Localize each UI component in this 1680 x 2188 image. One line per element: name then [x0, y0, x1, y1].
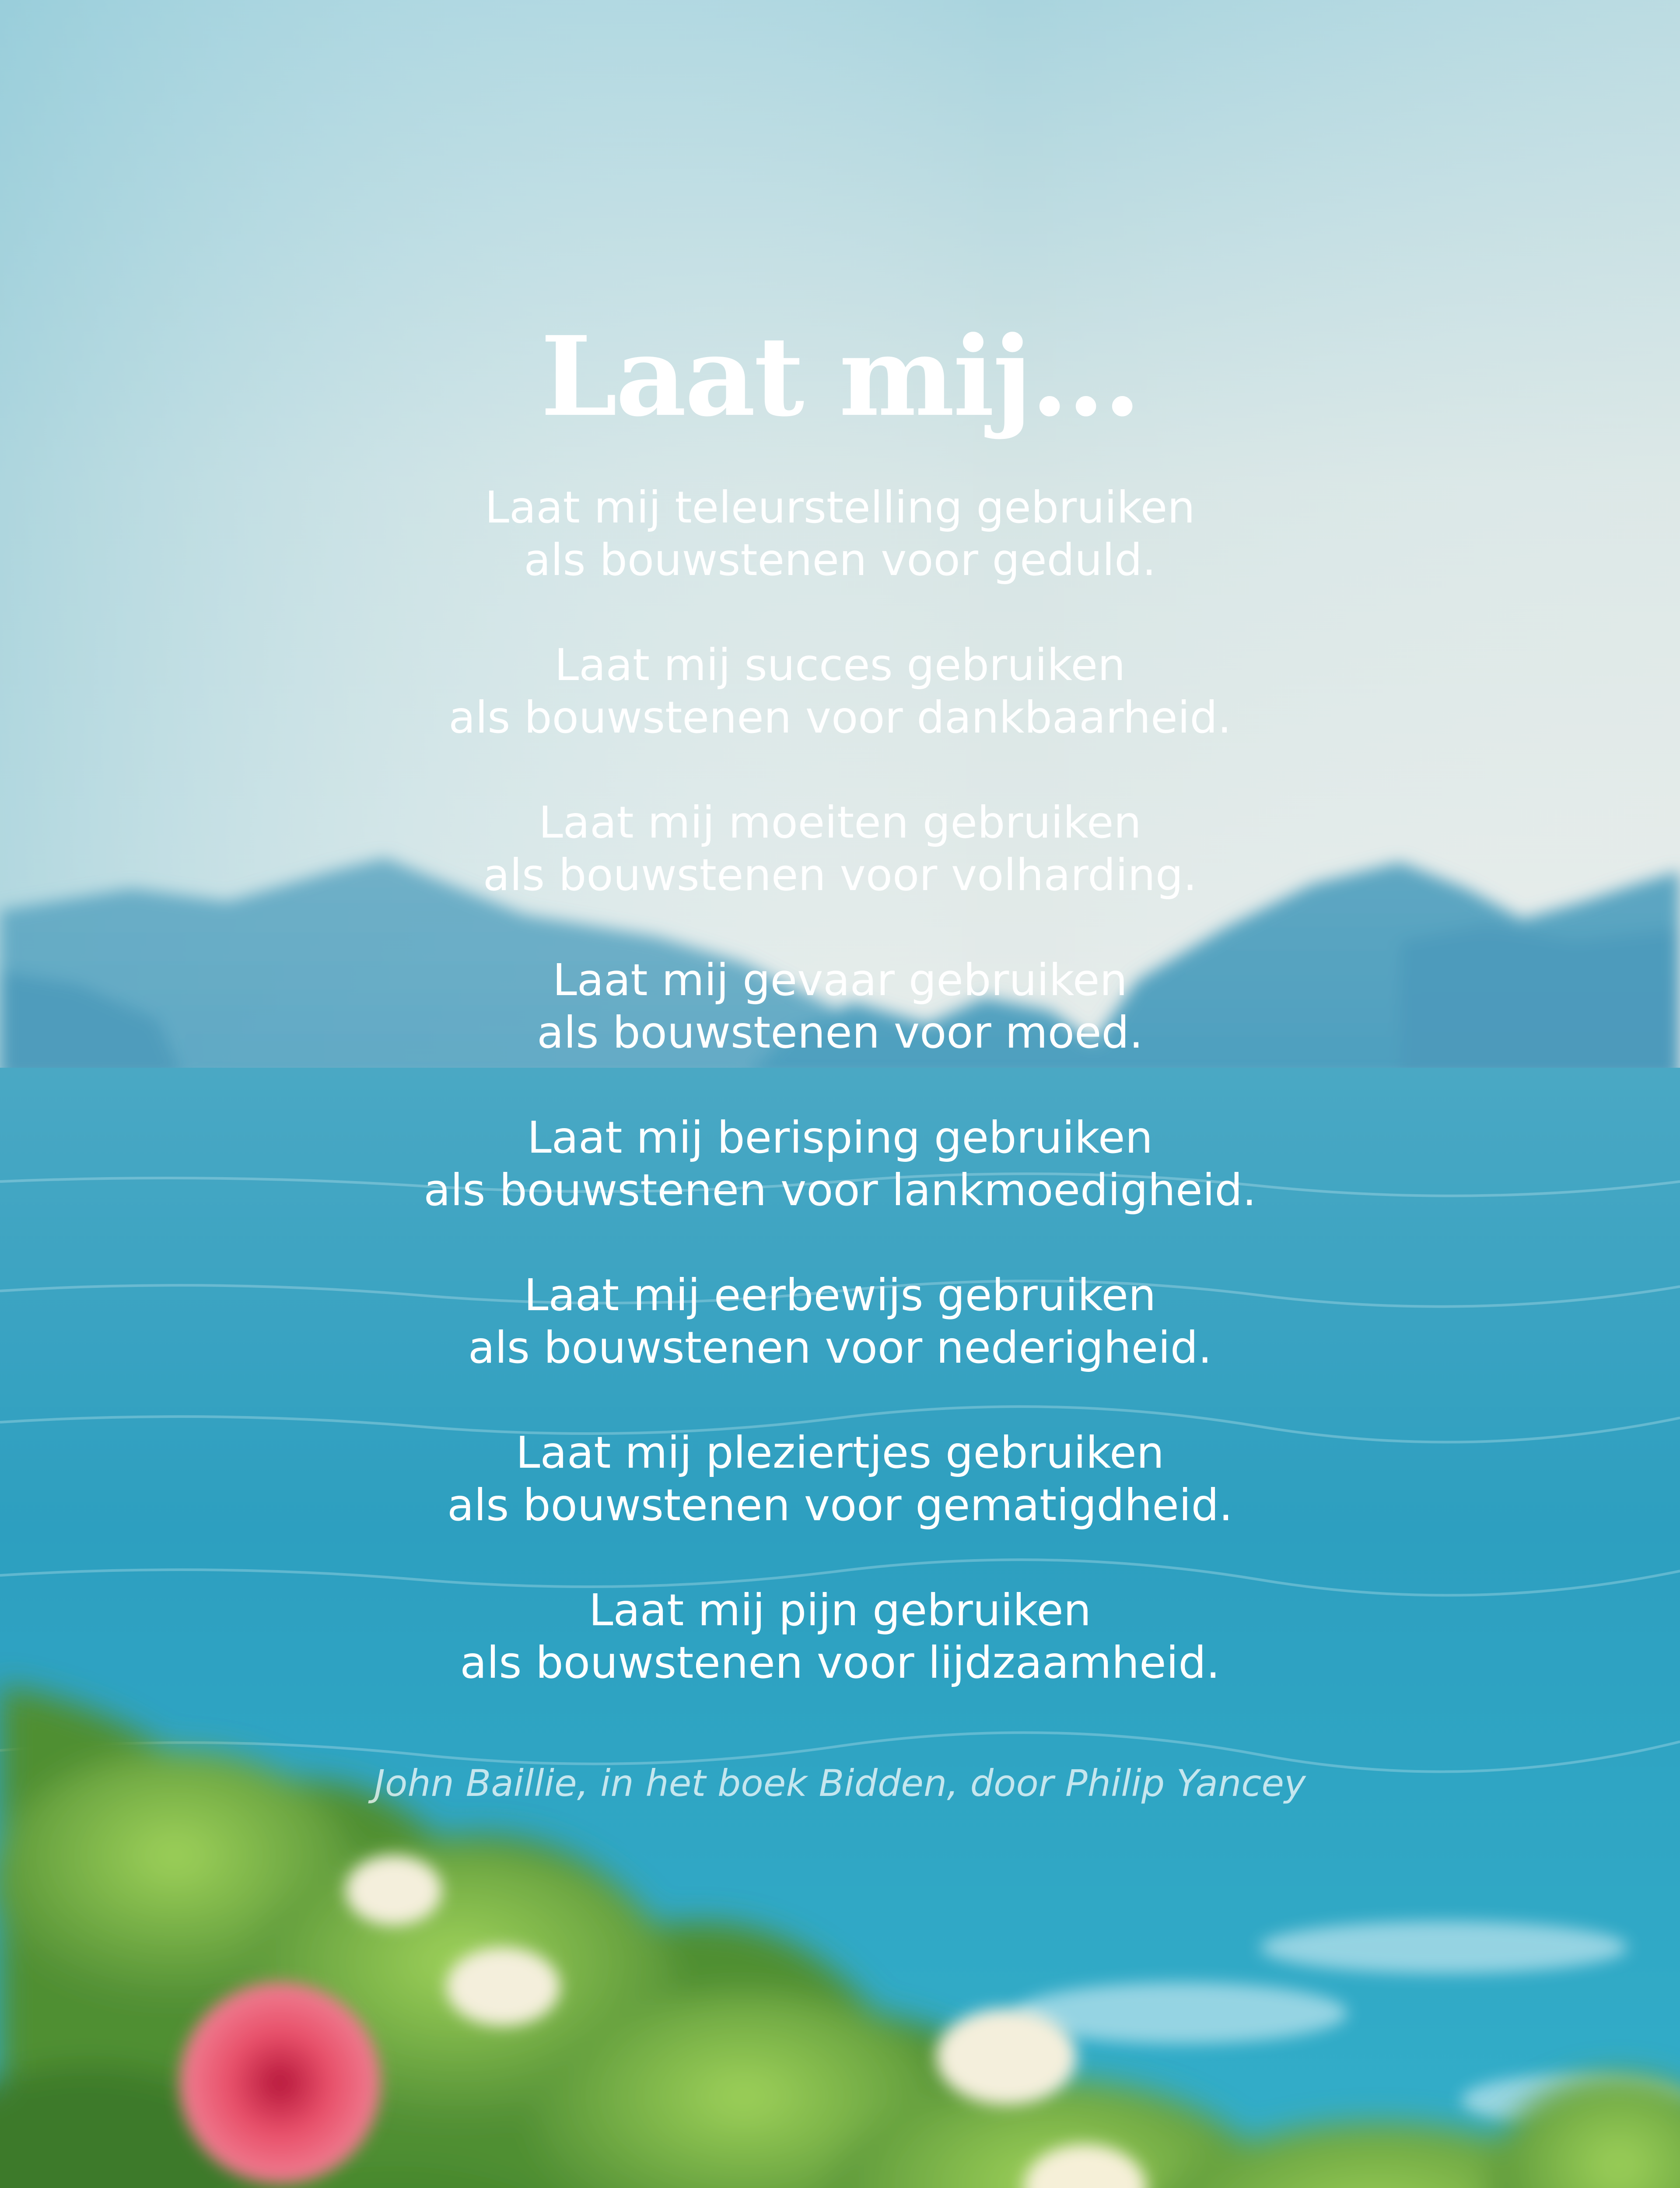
- stanza: [0, 1584, 1680, 1742]
- stanza-line: Laat mij berisping gebruiken: [527, 1112, 1153, 1163]
- stanza-line: als bouwstenen voor geduld.: [524, 534, 1156, 586]
- stanza-line: Laat mij pleziertjes gebruiken: [515, 1427, 1165, 1478]
- stanza-line: Laat mij teleurstelling gebruiken: [485, 482, 1195, 533]
- stanza: [0, 1427, 1680, 1584]
- stanza-line: als bouwstenen voor gematigdheid.: [447, 1480, 1233, 1531]
- stanza-line: als bouwstenen voor lankmoedigheid.: [424, 1164, 1256, 1216]
- stanza-line: Laat mij gevaar gebruiken: [553, 954, 1127, 1006]
- stanza-line: Laat mij eerbewijs gebruiken: [524, 1269, 1156, 1321]
- stanza-line: Laat mij succes gebruiken: [554, 639, 1126, 691]
- stanza-line: Laat mij moeiten gebruiken: [539, 797, 1141, 848]
- stanza: [0, 1269, 1680, 1427]
- stanza-line: als bouwstenen voor moed.: [537, 1007, 1143, 1058]
- stanza: [0, 639, 1680, 796]
- stanza: [0, 954, 1680, 1112]
- page-title: Laat mij...: [540, 312, 1140, 441]
- stanza: [0, 481, 1680, 639]
- poem: [0, 481, 1680, 1742]
- stanza: [0, 796, 1680, 954]
- attribution: John Baillie, in het boek Bidden, door Philip Yancey: [374, 1762, 1306, 1805]
- stanza-line: als bouwstenen voor dankbaarheid.: [448, 692, 1232, 743]
- stanza-line: Laat mij pijn gebruiken: [588, 1585, 1092, 1636]
- stanza: [0, 1112, 1680, 1269]
- stanza-line: als bouwstenen voor nederigheid.: [468, 1322, 1212, 1373]
- stanza-line: als bouwstenen voor volharding.: [483, 849, 1197, 901]
- stanza-line: als bouwstenen voor lijdzaamheid.: [460, 1637, 1220, 1688]
